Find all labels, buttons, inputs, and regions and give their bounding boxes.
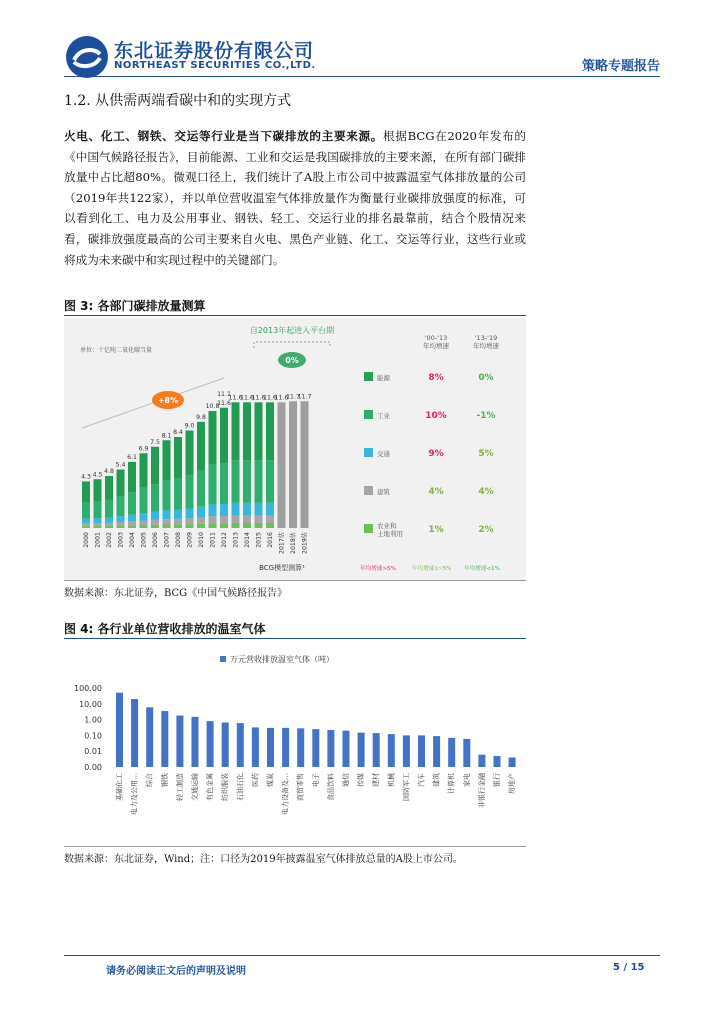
emission-bar-segment-energy [82, 481, 90, 502]
emission-bar-segment-industry [82, 503, 90, 519]
industry-label: 银行 [493, 773, 501, 787]
sector-name: 交通 [377, 450, 390, 458]
year-tick-label: 2009 [186, 532, 194, 548]
emission-bar-segment-energy [94, 479, 102, 501]
sector-name: 工业 [377, 412, 390, 420]
industry-bar [161, 711, 168, 767]
year-tick-label: 2013 [232, 532, 240, 548]
sector-swatch [364, 524, 373, 533]
industry-label: 传媒 [357, 773, 366, 787]
industry-intensity-chart [64, 640, 526, 846]
year-tick-label: 2004 [129, 532, 136, 548]
industry-label: 综合 [145, 773, 154, 787]
emission-bar-segment-energy [117, 470, 125, 497]
sector-swatch [364, 410, 373, 419]
year-tick-label: 2000 [83, 532, 90, 548]
emission-bar-segment-industry [266, 460, 274, 503]
emission-bar-segment-industry [94, 502, 102, 519]
emission-bar-segment-agri [209, 523, 217, 528]
emission-bar-segment-energy [220, 408, 228, 463]
emission-bar-segment-industry [243, 460, 251, 503]
emission-value-label: 11.7 [297, 393, 312, 401]
emission-bar-segment-industry [151, 484, 159, 512]
emission-value-label: 4.5 [92, 471, 103, 479]
emission-bar-segment-building [209, 516, 217, 523]
sector-name: 农业和 [377, 522, 397, 530]
industry-label: 食品饮料 [326, 773, 335, 801]
growth-legend-item: 年均增速<1% [464, 566, 500, 572]
year-tick-label: 2017估 [278, 532, 286, 554]
emission-bar-segment-agri [255, 523, 263, 528]
emission-bar-segment-transport [232, 503, 240, 516]
sector-growth-00-13: 1% [428, 525, 444, 535]
emission-bar-segment-building [140, 521, 148, 525]
emission-bar-segment-building [94, 523, 102, 526]
industry-bar [192, 717, 199, 767]
figure4-bottom-rule [64, 846, 526, 847]
industry-bar [478, 755, 485, 767]
emission-bar-segment-industry [197, 471, 205, 507]
industry-bar [403, 735, 410, 767]
industry-bar [267, 728, 274, 767]
industry-bar [131, 699, 138, 767]
emission-value-label: 5.4 [115, 461, 126, 469]
emission-bar-segment-building [255, 515, 263, 523]
figure4-source: 数据来源：东北证券，Wind；注：口径为2019年披露温室气体排放总量的A股上市公司。 [64, 854, 463, 865]
industry-label: 煤炭 [266, 773, 275, 787]
emission-value-label: 11.6 [217, 399, 231, 407]
emission-bar-segment-energy [151, 447, 159, 484]
industry-label: 交通运输 [191, 773, 199, 801]
year-tick-label: 2011 [209, 532, 217, 548]
figure3-source: 数据来源：东北证券，BCG《中国气候路径报告》 [64, 588, 288, 599]
emission-bar-segment-agri [128, 525, 136, 528]
emission-bar-segment-industry [163, 481, 171, 511]
emission-bar-segment-transport [243, 503, 251, 516]
industry-bar [207, 721, 214, 767]
industry-bar [282, 728, 289, 767]
emission-value-label: 11.7 [286, 393, 300, 401]
emission-bar-segment-agri [220, 523, 228, 528]
figure3-bottom-rule [64, 580, 526, 581]
industry-label: 石油石化 [236, 773, 245, 801]
industry-bar [418, 735, 425, 767]
emission-bar-segment-building [174, 519, 182, 524]
sector-swatch [364, 486, 373, 495]
industry-bar [343, 731, 350, 767]
industry-bar [297, 728, 304, 767]
industry-bar [146, 707, 153, 767]
y-tick-label: 100.00 [74, 684, 102, 693]
emission-bar-segment-building [151, 520, 159, 525]
emission-bar-estimate [301, 401, 309, 528]
emission-bar-segment-agri [82, 526, 90, 528]
legend-swatch [220, 656, 226, 662]
svg-text:年均增速: 年均增速 [423, 342, 449, 350]
growth-legend-item: 年均增速1~5% [412, 566, 452, 572]
emission-bar-segment-energy [105, 476, 113, 500]
emission-bar-segment-building [266, 515, 274, 523]
emission-bar-segment-industry [186, 475, 194, 508]
emission-bar-segment-industry [209, 465, 217, 505]
industry-label: 钢铁 [160, 773, 169, 787]
industry-bar [494, 756, 501, 767]
industry-label: 有色金属 [206, 773, 215, 801]
emission-bar-segment-building [232, 515, 240, 523]
industry-label: 医药 [251, 773, 260, 787]
emission-value-label: 8.4 [173, 429, 183, 436]
emission-bar-segment-industry [220, 463, 228, 504]
emission-bar-segment-energy [266, 402, 274, 460]
emission-bar-segment-agri [186, 524, 194, 528]
emission-bar-segment-industry [140, 488, 148, 513]
sector-growth-13-19: 0% [478, 373, 494, 383]
year-tick-label: 2001 [94, 532, 102, 548]
sector-growth-13-19: 4% [478, 487, 494, 497]
industry-label: 汽车 [417, 773, 426, 787]
industry-label: 基础化工 [115, 773, 124, 801]
emission-bar-segment-building [128, 521, 136, 525]
sector-emission-chart [64, 318, 526, 580]
sector-growth-13-19: -1% [476, 411, 496, 421]
emission-bar-segment-agri [243, 523, 251, 528]
emission-bar-segment-energy [197, 422, 205, 471]
body-paragraph [64, 126, 526, 270]
emission-bar-segment-agri [117, 526, 125, 528]
year-tick-label: 2003 [117, 532, 125, 548]
emission-bar-segment-transport [105, 518, 113, 523]
industry-label: 国防军工 [402, 773, 411, 801]
report-type: 策略专题报告 [581, 59, 660, 74]
year-tick-label: 2005 [140, 532, 148, 548]
sector-growth-13-19: 5% [478, 449, 494, 459]
industry-bar [252, 727, 259, 767]
emission-bar-segment-agri [174, 524, 182, 528]
emission-bar-segment-agri [105, 526, 113, 528]
figure4-rule [64, 638, 526, 639]
year-tick-label: 2016 [267, 532, 274, 548]
industry-label: 通信 [342, 773, 350, 787]
sector-name: 能源 [377, 374, 390, 382]
emission-bar-segment-agri [232, 523, 240, 528]
figure3-title: 图 3: 各部门碳排放量测算 [64, 299, 206, 313]
emission-value-label: 11.6 [240, 394, 254, 402]
emission-value-label: 11.6 [228, 394, 243, 402]
year-tick-label: 2018估 [290, 532, 297, 554]
svg-text:年均增速: 年均增速 [473, 342, 499, 350]
industry-bar [509, 757, 516, 767]
year-tick-label: 2014 [244, 532, 251, 548]
year-tick-label: 2002 [106, 532, 113, 548]
emission-bar-segment-transport [140, 513, 148, 520]
industry-label: 轻工制造 [175, 773, 184, 801]
emission-value-label: 10.8 [205, 403, 220, 410]
y-tick-label: 1.00 [84, 715, 102, 725]
emission-bar-segment-transport [82, 519, 90, 524]
emission-bar-segment-transport [117, 516, 125, 522]
industry-bar [448, 738, 455, 767]
industry-label: 纺织服装 [221, 773, 230, 801]
emission-bar-segment-transport [266, 503, 274, 516]
emission-bar-segment-transport [209, 505, 217, 517]
figure4-title: 图 4: 各行业单位营收排放的温室气体 [64, 622, 266, 636]
plateau-label: 自2013年起进入平台期 [249, 326, 335, 335]
emission-bar-segment-energy [255, 402, 263, 460]
sector-swatch [364, 372, 373, 381]
emission-bar-segment-building [197, 517, 205, 523]
industry-label: 建材 [372, 773, 381, 787]
industry-label: 电子 [311, 773, 320, 787]
emission-value-label: 6.1 [127, 453, 137, 461]
company-name-cn: 东北证券股份有限公司 [114, 40, 315, 62]
chart1-unit-label: 单位：十亿吨二氧化碳当量 [80, 347, 153, 354]
emission-bar-segment-agri [197, 524, 205, 528]
sector-growth-00-13: 8% [428, 373, 444, 383]
emission-bar-segment-energy [232, 402, 240, 460]
page-number: 5 / 15 [613, 962, 645, 973]
y-tick-label: 10.00 [79, 699, 102, 709]
emission-bar-segment-agri [163, 524, 171, 528]
year-tick-label: 2006 [152, 532, 159, 548]
emission-bar-segment-transport [186, 509, 194, 519]
growth-before-label: +8% [157, 396, 179, 405]
emission-bar-segment-building [220, 516, 228, 523]
y-tick-label: 0.10 [84, 731, 102, 741]
emission-bar-segment-building [82, 523, 90, 526]
paragraph-lead: 火电、化工、钢铁、交运等行业是当下碳排放的主要来源。 [64, 129, 384, 143]
emission-bar-segment-agri [94, 526, 102, 528]
section-title: 1.2. 从供需两端看碳中和的实现方式 [64, 93, 292, 109]
sector-swatch [364, 448, 373, 457]
model-footnote: BCG模型测算¹ [259, 564, 305, 572]
emission-bar-segment-energy [128, 462, 136, 492]
emission-value-label: 7.5 [150, 438, 160, 446]
industry-label: 计算机 [447, 773, 456, 794]
industry-bar [222, 723, 229, 767]
emission-bar-segment-energy [140, 453, 148, 487]
industry-label: 电力及公用… [130, 773, 139, 815]
emission-bar-segment-transport [128, 515, 136, 522]
emission-value-label: 6.9 [138, 445, 149, 453]
emission-bar-segment-transport [255, 503, 263, 516]
footer-disclaimer: 请务必阅读正文后的声明及说明 [106, 966, 246, 977]
footer-rule [64, 955, 660, 956]
figure3-rule [64, 315, 526, 316]
year-tick-label: 2019估 [301, 532, 309, 554]
emission-bar-segment-transport [151, 512, 159, 520]
industry-bar [373, 733, 380, 767]
emission-bar-segment-agri [266, 523, 274, 528]
header-rule [64, 76, 660, 77]
col-header-2: '13-'19 [474, 334, 498, 342]
industry-bar [116, 693, 123, 767]
emission-value-label: 11.6 [274, 394, 289, 402]
industry-bar [433, 736, 440, 767]
emission-bar-segment-industry [255, 460, 263, 503]
emission-value-label: 4.8 [104, 468, 114, 475]
industry-bar [176, 716, 183, 767]
paragraph-body: 根据BCG在2020年发布的《中国气候路径报告》，目前能源、工业和交运是我国碳排放的主要来源，在所有部门碳排放量中占比超80%。微观口径上，我们统计了A股上市公司中披露温室气体排放量的公司（2019年共122家），并以单位营收温室气体排放量作为衡量行业碳排放强度的标准，可以看到化工、电力及公用事业、钢铁、轻工、交运行业的排名最靠前，结合个股情况来看，碳排放强度最高的公司主要来自火电、黑色产业链、化工、交运等行业，这些行业或将成为未来碳中和实现过程中的关键部门。 [64, 129, 526, 267]
emission-bar-segment-industry [105, 500, 113, 518]
company-name-en: NORTHEAST SECURITIES CO.,LTD. [114, 60, 316, 71]
emission-bar-segment-transport [94, 518, 102, 523]
emission-bar-segment-energy [243, 402, 251, 460]
year-tick-label: 2012 [221, 532, 228, 548]
emission-value-label: 11.6 [263, 394, 277, 402]
industry-label: 商贸零售 [296, 773, 305, 801]
emission-bar-segment-industry [174, 479, 182, 510]
emission-bar-segment-building [163, 519, 171, 524]
emission-bar-segment-industry [117, 496, 125, 516]
year-tick-label: 2010 [198, 532, 205, 548]
industry-label: 机械 [387, 773, 396, 787]
sector-growth-00-13: 4% [428, 487, 444, 497]
emission-bar-segment-building [105, 523, 113, 526]
emission-bar-segment-agri [151, 525, 159, 528]
emission-bar-segment-transport [220, 504, 228, 516]
emission-value-label: 9.8 [196, 413, 206, 421]
plateau-growth-label: 0% [285, 356, 299, 365]
emission-bar-segment-energy [174, 437, 182, 479]
chart2-series-name: 万元营收排放温室气体（吨） [230, 655, 334, 664]
emission-value-label: 4.3 [81, 473, 91, 481]
industry-label: 建筑 [432, 773, 441, 787]
emission-value-label: 11.6 [251, 394, 266, 402]
growth-legend-item: 年均增速>5% [360, 566, 396, 572]
industry-bar [463, 739, 470, 767]
emission-value-label: 11.1 [217, 390, 231, 398]
sector-name: 建筑 [377, 488, 390, 496]
sector-name: 土地利用 [377, 530, 403, 538]
year-tick-label: 2007 [163, 532, 171, 548]
emission-bar-segment-building [186, 518, 194, 524]
company-logo-icon [66, 36, 108, 78]
col-header-1: '00-'13 [424, 334, 448, 342]
emission-bar-segment-building [243, 515, 251, 523]
emission-bar-segment-energy [163, 440, 171, 480]
y-tick-label: 0.01 [84, 747, 102, 757]
industry-label: 房地产 [508, 773, 517, 794]
year-tick-label: 2015 [255, 532, 263, 548]
industry-label: 电力设备及… [281, 773, 290, 815]
sector-growth-13-19: 2% [478, 525, 494, 535]
industry-bar [327, 730, 334, 767]
emission-bar-segment-transport [163, 510, 171, 519]
industry-label: 家电 [462, 773, 471, 787]
emission-bar-estimate [278, 402, 286, 528]
emission-bar-segment-industry [128, 492, 136, 514]
emission-bar-segment-transport [174, 510, 182, 519]
emission-bar-segment-industry [232, 460, 240, 503]
emission-value-label: 8.1 [161, 432, 172, 440]
emission-bar-segment-energy [209, 411, 217, 465]
industry-bar [237, 723, 244, 767]
year-tick-label: 2008 [175, 532, 182, 548]
sector-growth-00-13: 10% [425, 411, 447, 421]
emission-value-label: 9.0 [184, 422, 195, 430]
industry-bar [358, 733, 365, 767]
y-tick-label: 0.00 [84, 763, 102, 772]
emission-bar-segment-agri [140, 525, 148, 528]
emission-bar-segment-building [117, 522, 125, 526]
industry-label: 非银行金融 [477, 773, 486, 808]
industry-bar [312, 729, 319, 767]
sector-growth-00-13: 9% [428, 449, 444, 459]
emission-bar-segment-energy [186, 431, 194, 476]
industry-bar [388, 734, 395, 767]
emission-bar-segment-transport [197, 507, 205, 518]
emission-bar-estimate [289, 401, 297, 528]
